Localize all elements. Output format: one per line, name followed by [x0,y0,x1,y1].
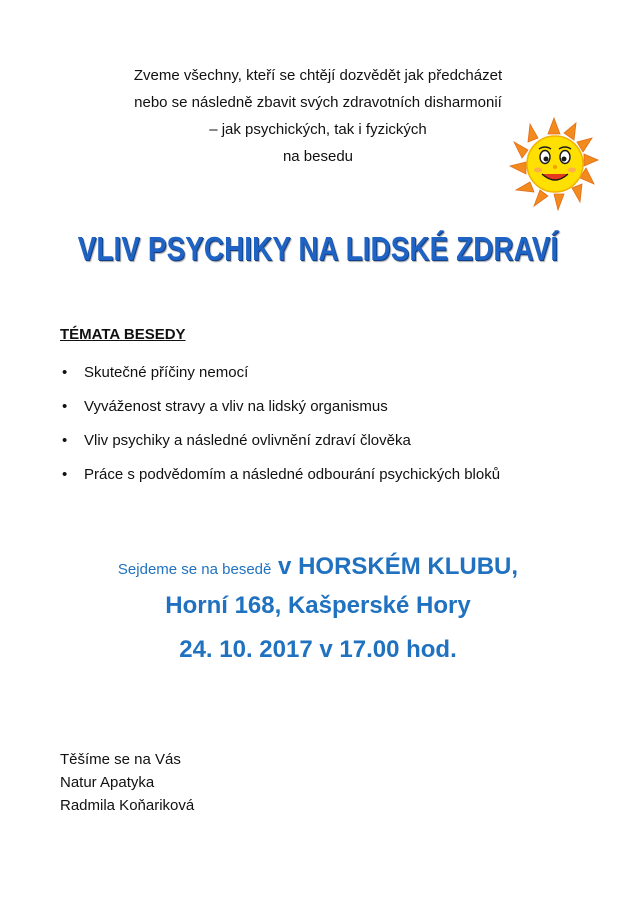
signature-line: Těšíme se na Vás [60,751,181,768]
bullet: • [62,432,68,449]
signature [60,748,194,817]
event-title: VLIV PSYCHIKY NA LIDSKÉ ZDRAVÍ [77,230,559,267]
bullet: • [62,364,68,381]
intro-line: na besedu [282,148,354,165]
invitation-intro [60,62,576,170]
topic-text: Skutečné příčiny nemocí [84,364,249,381]
bullet: • [62,466,68,483]
signature-line: Radmila Koňariková [60,797,195,814]
smiling-sun-icon [508,116,600,212]
topics-list [60,356,500,492]
signature-line: Natur Apatyka [60,774,155,791]
topics-heading: TÉMATA BESEDY [60,326,186,343]
intro-line: nebo se následně zbavit svých zdravotních disharmonií [134,94,502,111]
meeting-place: v HORSKÉM KLUBU, [278,553,519,580]
topic-text: Vliv psychiky a následné ovlivnění zdraví člověka [84,432,411,449]
meeting-address: Horní 168, Kašperské Hory [165,592,471,619]
bullet: • [62,398,68,415]
intro-line: Zveme všechny, kteří se chtějí dozvědět jak předcházet [133,67,503,84]
list-item [60,458,500,492]
meeting-datetime: 24. 10. 2017 v 17.00 hod. [179,636,457,663]
topic-text: Vyváženost stravy a vliv na lidský organismus [84,398,388,415]
meeting-intro: Sejdeme se na besedě [117,561,272,578]
list-item [60,390,500,424]
topic-text: Práce s podvědomím a následné odbourání psychických bloků [84,466,501,483]
meeting-place-line [0,553,636,581]
list-item [60,356,500,390]
intro-line: – jak psychických, tak i fyzických [209,121,427,138]
list-item [60,424,500,458]
